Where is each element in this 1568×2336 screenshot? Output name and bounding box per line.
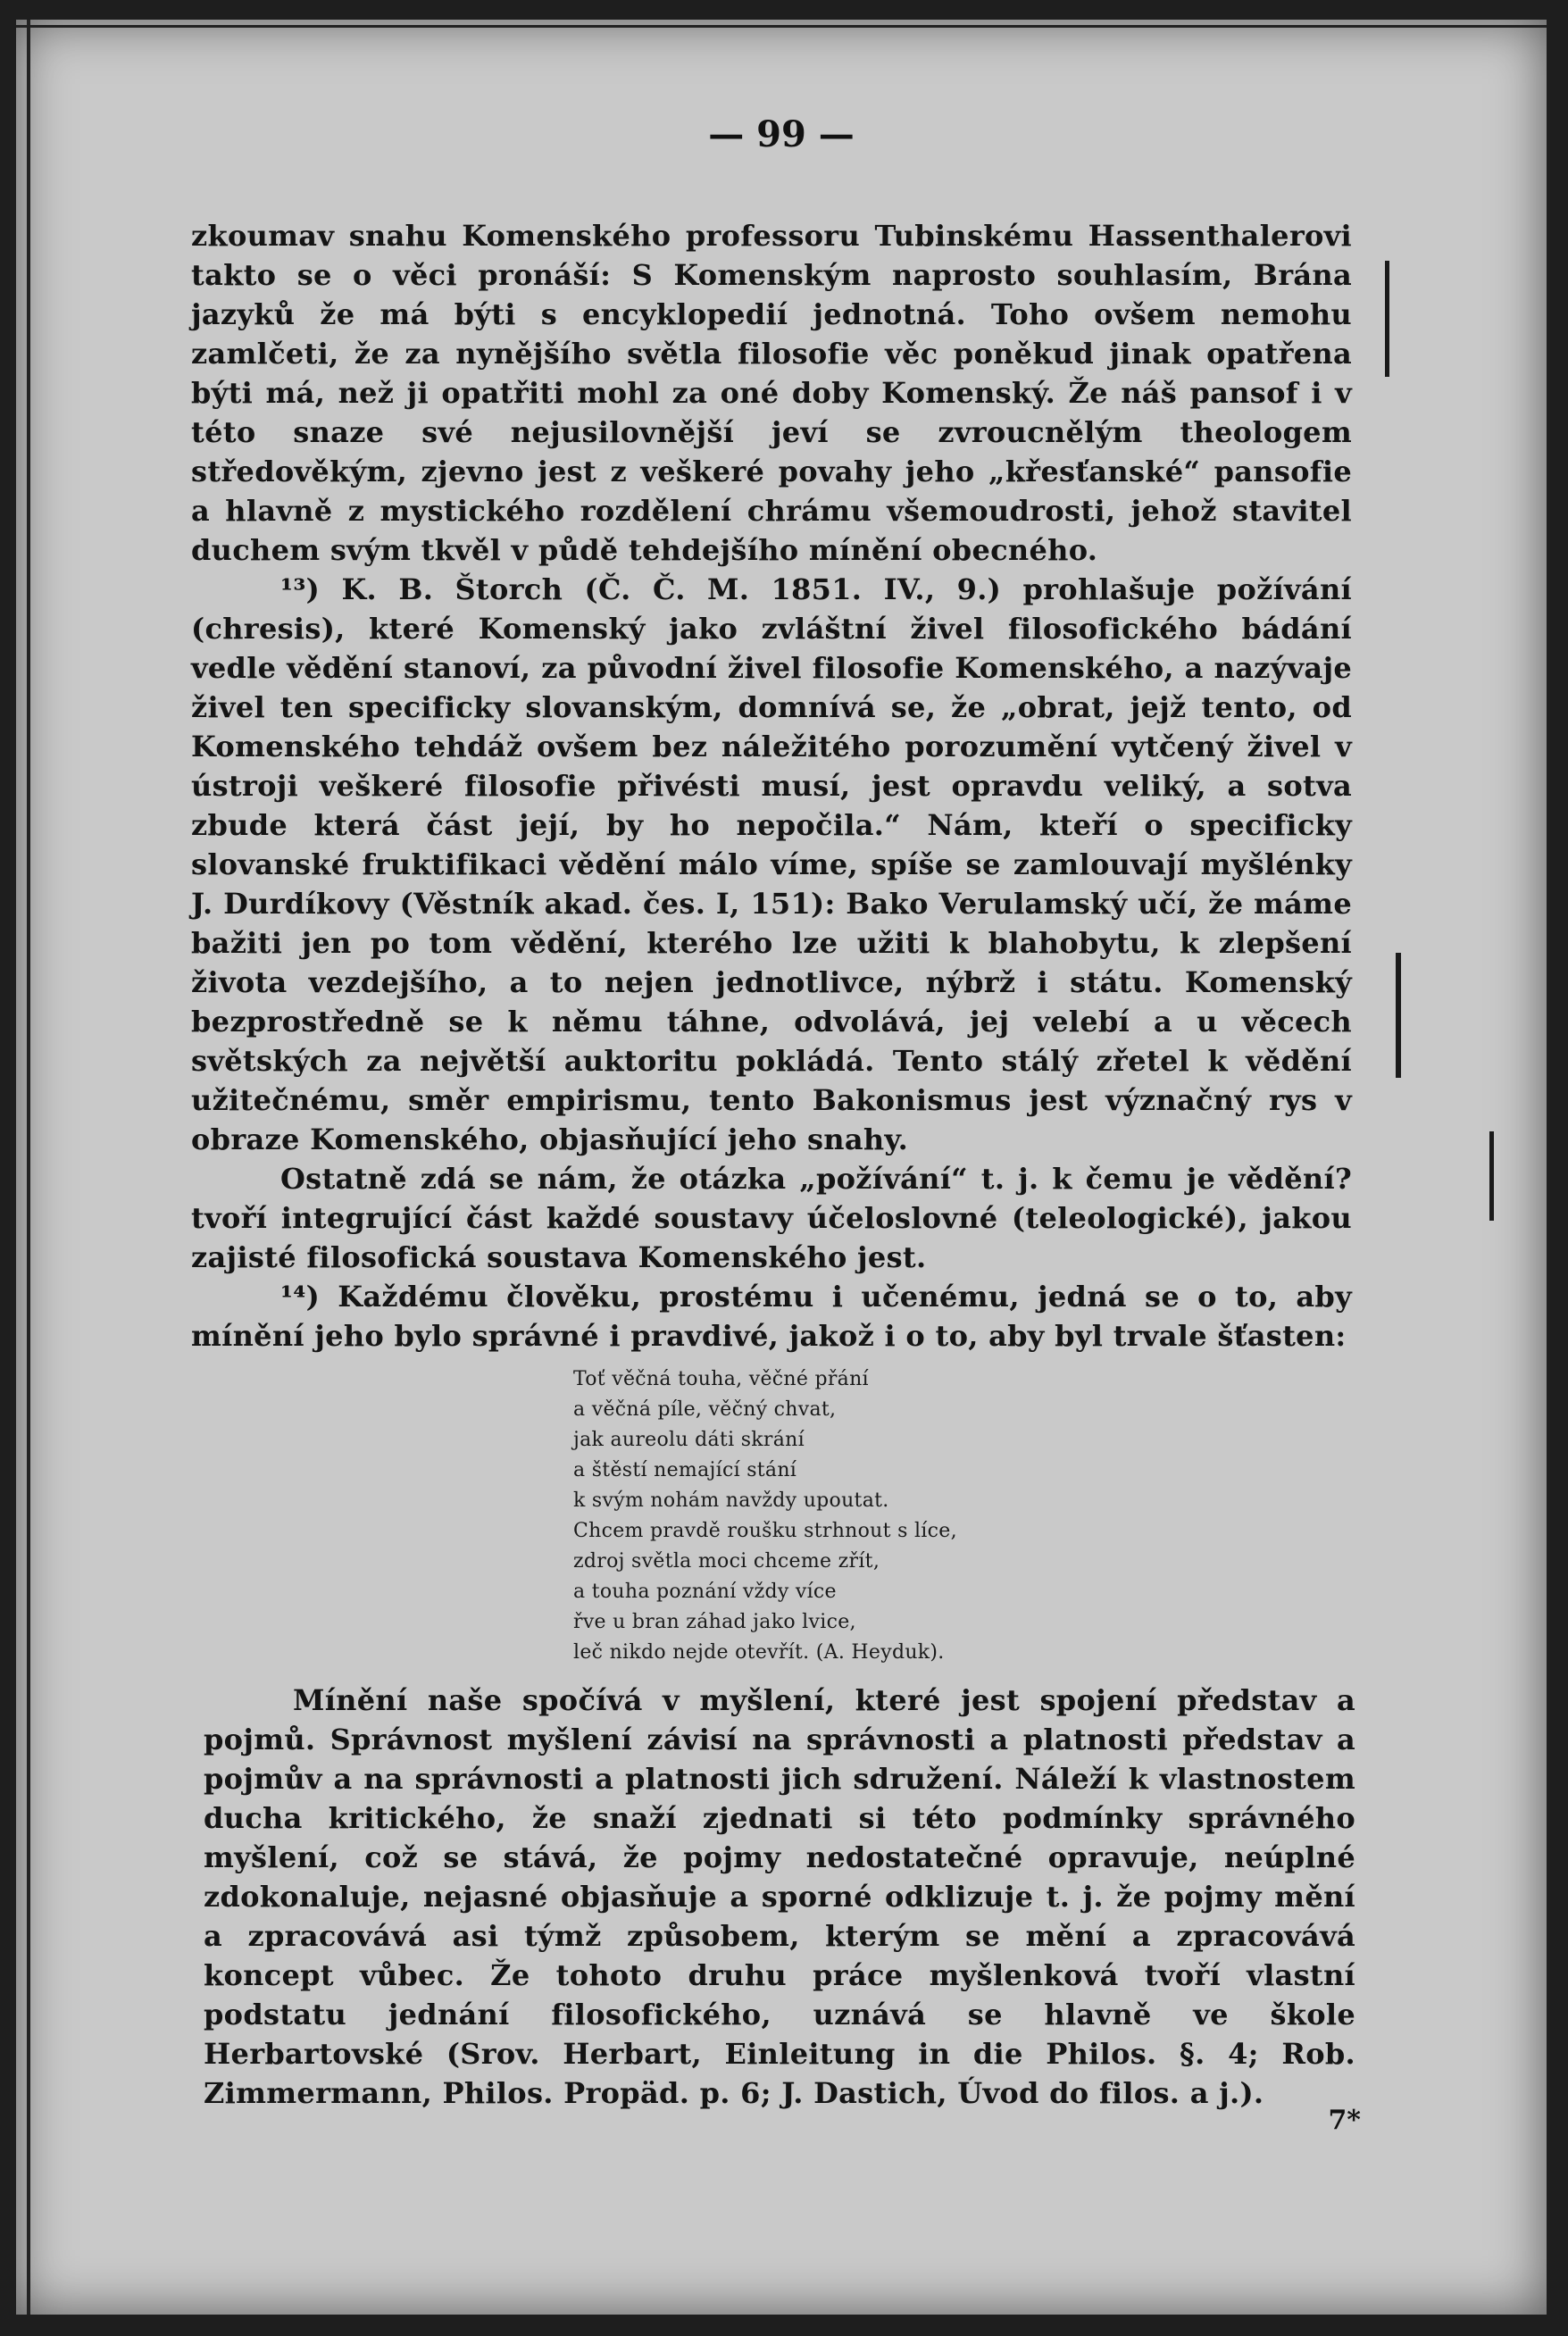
poem-line: Chcem pravdě roušku strhnout s líce, <box>573 1520 957 1542</box>
poem-quote <box>573 1364 1352 1668</box>
poem-line: řve u bran záhad jako lvice, <box>573 1611 856 1633</box>
poem-line: a věčná píle, věčný chvat, <box>573 1398 837 1421</box>
footnote-13: ¹³) K. B. Štorch (Č. Č. M. 1851. IV., 9.) prohlašuje požívání (chresis), které Komenský jako zvláštní živel filosofického bádání vedle vědění stanoví, za původní živel filosofie Komenského, a nazývaje živel ten specificky slovanským, domnívá se, že „obrat, jejž tento, od Komenského tehdáž ovšem bez náležitého porozumění vytčený živel v ústroji veškeré filosofie přivésti musí, jest opravdu veliký, a sotva zbude která část její, by ho nepočila.“ Nám, kteří o specificky slovanské fruktifikaci vědění málo víme, spíše se zamlouvají myšlénky J. Durdíkovy (Věstník akad. čes. I, 151): Bako Verulamský učí, že máme bažiti jen po tom vědění, kterého lze užiti k blahobytu, k zlepšení života vezdejšího, a to nejen jednotlivce, nýbrž i státu. Komenský bezprostředně se k němu táhne, odvolává, jej velebí a u věcech světských za největší auktoritu pokládá. Tento stálý zřetel k vědění užitečnému, směr empirismu, tento Bakonismus jest význačný rys v obraze Komenského, objasňující jeho snahy. <box>191 572 1352 1156</box>
margin-mark <box>1385 261 1389 377</box>
poem-line: zdroj světla moci chceme zřít, <box>573 1550 880 1573</box>
margin-mark <box>1489 1131 1494 1221</box>
closing-paragraph: Mínění naše spočívá v myšlení, které jest spojení představ a pojmů. Správnost myšlení závisí na správnosti a platnosti představ a pojmův a na správnosti a platnosti jich sdružení. Náleží k vlastnostem ducha kritického, že snaží zjednati si této podmínky správného myšlení, což se stává, že pojmy nedostatečné opravuje, neúplné zdokonaluje, nejasné objasňuje a sporné odklizuje t. j. že pojmy mění a zpracovává asi týmž způsobem, kterým se mění a zpracovává koncept vůbec. Že tohoto druhu práce myšlenková tvoří vlastní podstatu jednání filosofického, uznává se hlavně ve škole Herbartovské (Srov. Herbart, Einleitung in die Philos. §. 4; Rob. Zimmermann, Philos. Propäd. p. 6; J. Dastich, Úvod do filos. a j.). <box>204 1683 1355 2110</box>
margin-mark <box>1396 953 1401 1078</box>
poem-line: Toť věčná touha, věčné přání <box>573 1368 869 1390</box>
scanned-page <box>16 20 1547 2315</box>
paragraph-hassenthaler: zkoumav snahu Komenského professoru Tubinskému Hassenthalerovi takto se o věci pronáší: S Komenským naprosto souhlasím, Brána jazyků že má býti s encyklopedií jednotná. Toho ovšem nemohu zamlčeti, že za nynějšího světla filosofie věc poněkud jinak opatřena býti má, než ji opatřiti mohl za oné doby Komenský. Že náš pansof i v této snaze své nejusilovnější jeví se zvroucnělým theologem středověkým, zjevno jest z veškeré povahy jeho „křesťanské“ pansofie a hlavně z mystického rozdělení chrámu všemoudrosti, jehož stavitel duchem svým tkvěl v půdě tehdejšího mínění obecného. <box>191 219 1352 567</box>
page-number-header: — 99 — <box>708 113 855 155</box>
poem-line: jak aureolu dáti skrání <box>573 1429 805 1451</box>
poem-line: k svým nohám navždy upoutat. <box>573 1489 889 1512</box>
poem-line: leč nikdo nejde otevřít. (A. Heyduk). <box>573 1641 945 1664</box>
paragraph-pozivani: Ostatně zdá se nám, že otázka „požívání“ t. j. k čemu je vědění? tvoří integrující část každé soustavy účeloslovné (teleologické), jakou zajisté filosofická soustava Komenského jest. <box>191 1162 1352 1274</box>
top-edge-line <box>16 25 1547 28</box>
footnote-14: ¹⁴) Každému člověku, prostému i učenému, jedná se o to, aby mínění jeho bylo správné i pravdivé, jakož i o to, aby byl trvale šťasten: <box>191 1280 1352 1353</box>
poem-line: a touha poznání vždy více <box>573 1581 837 1603</box>
poem-line: a štěstí nemající stání <box>573 1459 797 1481</box>
binding-edge-line <box>27 20 30 2315</box>
signature-mark: 7* <box>1328 2105 1361 2136</box>
main-text <box>191 216 1355 2113</box>
